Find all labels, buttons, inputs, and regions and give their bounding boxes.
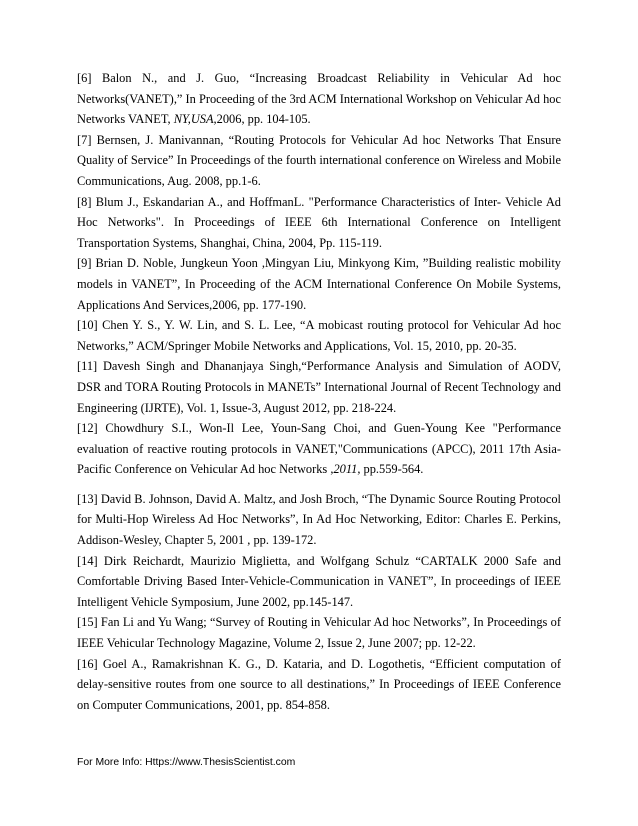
reference-14: [14] Dirk Reichardt, Maurizio Miglietta, and Wolfgang Schulz “CARTALK 2000 Safe and Comfortable Driving Based Inter-Vehicle-Communication in VANET”, In proceedings of IEEE Intelligent Vehicle Symposium, June 2002, pp.145-147.	[77, 553, 561, 609]
reference-12: [12] Chowdhury S.I., Won-Il Lee, Youn-Sang Choi, and Guen-Young Kee "Performance evaluation of reactive routing protocols in VANET,"Communications (APCC), 2011 17th Asia-Pacific Conference on Vehicular Ad hoc Networks ,2011, pp.559-564.	[77, 421, 561, 477]
reference-10: [10] Chen Y. S., Y. W. Lin, and S. L. Lee, “A mobicast routing protocol for Vehicular Ad hoc Networks,” ACM/Springer Mobile Networks and Applications, Vol. 15, 2010, pp. 20-35.	[77, 318, 561, 353]
reference-16: [16] Goel A., Ramakrishnan K. G., D. Kataria, and D. Logothetis, “Efficient computation of delay-sensitive routes from one source to all destinations,” In Proceedings of IEEE Conference on Computer Communications, 2001, pp. 854-858.	[77, 656, 561, 712]
reference-8: [8] Blum J., Eskandarian A., and HoffmanL. "Performance Characteristics of Inter- Vehicle Ad Hoc Networks". In Proceedings of IEEE 6th International Conference on Intelligent Transportation Systems, Shanghai, China, 2004, Pp. 115-119.	[77, 194, 561, 250]
reference-13: [13] David B. Johnson, David A. Maltz, and Josh Broch, “The Dynamic Source Routing Protocol for Multi-Hop Wireless Ad Hoc Networks”, In Ad Hoc Networking, Editor: Charles E. Perkins, Addison-Wesley, Chapter 5, 2001 , pp. 139-172.	[77, 491, 561, 548]
reference-6: [6] Balon N., and J. Guo, “Increasing Broadcast Reliability in Vehicular Ad hoc Networks(VANET),” In Proceeding of the 3rd ACM International Workshop on Vehicular Ad hoc Networks VANET, NY,USA,2006, pp. 104-105.	[77, 71, 561, 127]
reference-list	[77, 68, 561, 715]
reference-9: [9] Brian D. Noble, Jungkeun Yoon ,Mingyan Liu, Minkyong Kim, ”Building realistic mobility models in VANET”, In Proceeding of the ACM International Conference On Mobile Systems, Applications And Services,2006, pp. 177-190.	[77, 256, 561, 312]
footer-info: For More Info: Https://www.ThesisScientist.com	[77, 757, 296, 768]
reference-7: [7] Bernsen, J. Manivannan, “Routing Protocols for Vehicular Ad hoc Networks That Ensure Quality of Service” In Proceedings of the fourth international conference on Wireless and Mobile Communications, Aug. 2008, pp.1-6.	[77, 132, 561, 188]
reference-11: [11] Davesh Singh and Dhananjaya Singh,“Performance Analysis and Simulation of AODV, DSR and TORA Routing Protocols in MANETs” International Journal of Recent Technology and Engineering (IJRTE), Vol. 1, Issue-3, August 2012, pp. 218-224.	[77, 359, 561, 415]
reference-15: [15] Fan Li and Yu Wang; “Survey of Routing in Vehicular Ad hoc Networks”, In Proceedings of IEEE Vehicular Technology Magazine, Volume 2, Issue 2, June 2007; pp. 12-22.	[77, 615, 561, 651]
section-spacer	[77, 480, 561, 489]
